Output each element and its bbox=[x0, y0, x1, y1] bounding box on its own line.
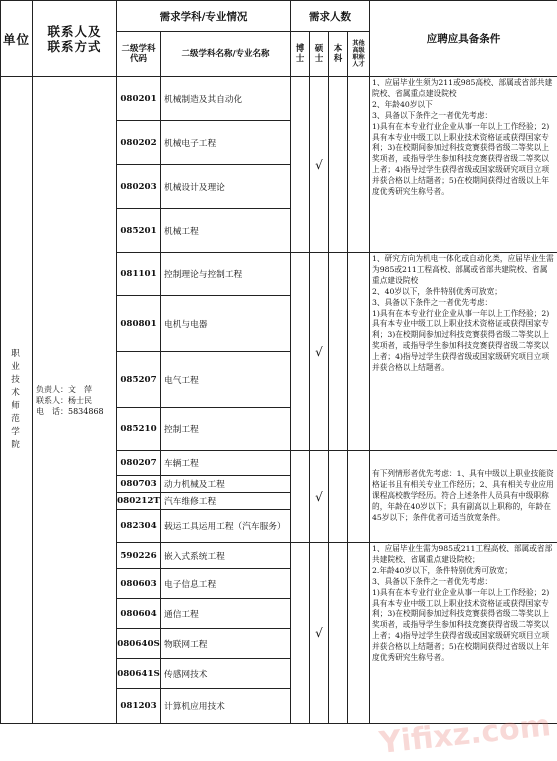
unit-name: 职 业 技 术 师 范 学 院 bbox=[1, 77, 33, 724]
master-check: √ bbox=[310, 543, 329, 724]
subject-code: 085201 bbox=[117, 209, 161, 253]
bachelor-count bbox=[329, 543, 348, 724]
subject-name: 传感网技术 bbox=[161, 659, 291, 689]
phd-count bbox=[291, 77, 310, 253]
subject-name: 物联网工程 bbox=[161, 629, 291, 659]
contact-liaison-line: 联系人：杨士民 bbox=[36, 395, 116, 406]
subject-code: 085210 bbox=[117, 408, 161, 451]
subject-name: 电气工程 bbox=[161, 352, 291, 408]
subject-code: 080203 bbox=[117, 165, 161, 209]
header-demand-group: 需求学科/专业情况 bbox=[117, 1, 291, 32]
subject-name: 汽车维修工程 bbox=[161, 493, 291, 510]
contact-person-line: 负责人：文 萍 bbox=[36, 384, 116, 395]
subject-name: 动力机械及工程 bbox=[161, 476, 291, 493]
subject-name: 嵌入式系统工程 bbox=[161, 543, 291, 569]
requirements-group-2: 1、研究方向为机电一体化或自动化类，应届毕业生需为985或211工程高校、部属或省部共建院校、省属重点建设院校 2、40岁以下，条件特别优秀可放宽； 3、具备以下条件之一者优先考虑： 1)具有在本专业行业企业从事一年以上工作经验；2)具有本专业中级工以上职业技术资格证或获得国家专利；3)在校期间参加过科技竞赛获得省级二等奖以上奖项者，或指导学生参加科技竞赛获得省级二等奖以上者；4)指导过学生获得省级或国家级研究项目立项并获合格以上结题者。 bbox=[370, 253, 557, 451]
subject-name: 计算机应用技术 bbox=[161, 689, 291, 724]
phd-count bbox=[291, 253, 310, 451]
contact-info bbox=[33, 77, 117, 724]
contact-phone-line: 电 话：5834868 bbox=[36, 406, 116, 417]
phd-count bbox=[291, 451, 310, 543]
subject-code: 590226 bbox=[117, 543, 161, 569]
subject-code: 080202 bbox=[117, 121, 161, 165]
subject-code: 081101 bbox=[117, 253, 161, 296]
subject-code: 082304 bbox=[117, 510, 161, 543]
requirements-group-1: 1、应届毕业生须为211或985高校、部属或省部共建院校、省属重点建设院校 2、年龄40岁以下 3、具备以下条件之一者优先考虑： 1)具有在本专业行业企业从事一年以上工作经验；2)具有本专业中级工以上职业技术资格证或获得国家专利；3)在校期间参加过科技竞赛获得省级二等奖以上奖项者，或指导学生参加科技竞赛获得省级二等奖以上者；4)指导过学生获得省级或国家级研究项目立项并获合格以上结题者；5)在校期间获得过省级以上年度优秀研究生称号者。 bbox=[370, 77, 557, 253]
requirements-group-4: 1、应届毕业生需为985或211工程高校、部属或省部共建院校、省属重点建设院校； 2.年龄40岁以下，条件特别优秀可放宽； 3、具备以下条件之一者优先考虑： 1)具有在本专业行业企业从事一年以上工作经验；2)具有本专业中级工以上职业技术资格证或获得国家专利；3)在校期间参加过科技竞赛获得省级二等奖以上奖项者，或指导学生参加科技竞赛获得省级二等奖以上者；4)指导过学生获得省级或国家级研究项目立项并获合格以上结题者；5)在校期间获得过省级以上年度优秀研究生称号者。 bbox=[370, 543, 557, 724]
subject-code: 080603 bbox=[117, 569, 161, 599]
subject-code: 085207 bbox=[117, 352, 161, 408]
header-code: 二级学科 代码 bbox=[117, 32, 161, 77]
subject-name: 车辆工程 bbox=[161, 451, 291, 476]
master-check: √ bbox=[310, 253, 329, 451]
phd-count bbox=[291, 543, 310, 724]
header-bachelor: 本 科 bbox=[329, 32, 348, 77]
subject-name: 电机与电器 bbox=[161, 296, 291, 352]
other-count bbox=[348, 543, 370, 724]
master-check: √ bbox=[310, 77, 329, 253]
subject-code: 081203 bbox=[117, 689, 161, 724]
subject-code: 080212T bbox=[117, 493, 161, 510]
subject-name: 控制工程 bbox=[161, 408, 291, 451]
subject-name: 机械设计及理论 bbox=[161, 165, 291, 209]
subject-code: 080641S bbox=[117, 659, 161, 689]
subject-name: 控制理论与控制工程 bbox=[161, 253, 291, 296]
subject-code: 080801 bbox=[117, 296, 161, 352]
bachelor-count bbox=[329, 77, 348, 253]
site-watermark: Yifixz.com bbox=[378, 708, 553, 761]
header-phd: 博 士 bbox=[291, 32, 310, 77]
subject-name: 机械电子工程 bbox=[161, 121, 291, 165]
subject-name: 通信工程 bbox=[161, 599, 291, 629]
other-count bbox=[348, 77, 370, 253]
subject-name: 机械制造及其自动化 bbox=[161, 77, 291, 121]
subject-name: 载运工具运用工程（汽车服务） bbox=[161, 510, 291, 543]
header-contact: 联系人及 联系方式 bbox=[33, 1, 117, 77]
header-name: 二级学科名称/专业名称 bbox=[161, 32, 291, 77]
other-count bbox=[348, 451, 370, 543]
subject-code: 080207 bbox=[117, 451, 161, 476]
subject-code: 080703 bbox=[117, 476, 161, 493]
master-check: √ bbox=[310, 451, 329, 543]
subject-name: 机械工程 bbox=[161, 209, 291, 253]
header-other: 其他 高级 职称 人才 bbox=[348, 32, 370, 77]
subject-code: 080604 bbox=[117, 599, 161, 629]
header-count-group: 需求人数 bbox=[291, 1, 370, 32]
bachelor-count bbox=[329, 253, 348, 451]
other-count bbox=[348, 253, 370, 451]
subject-name: 电子信息工程 bbox=[161, 569, 291, 599]
header-requirements: 应聘应具备条件 bbox=[370, 1, 557, 77]
bachelor-count bbox=[329, 451, 348, 543]
header-master: 硕 士 bbox=[310, 32, 329, 77]
subject-code: 080201 bbox=[117, 77, 161, 121]
requirements-group-3: 有下列情形者优先考虑：1、具有中级以上职业技能资格证书且有相关专业工作经历；2、具有相关专业应用课程高校教学经历。符合上述条件人员具有中级职称的，年龄在40岁以下；具有副高以上职称的，年龄在45岁以下；条件优者可适当放宽条件。 bbox=[370, 451, 557, 543]
header-unit: 单位 bbox=[1, 1, 33, 77]
subject-code: 080640S bbox=[117, 629, 161, 659]
